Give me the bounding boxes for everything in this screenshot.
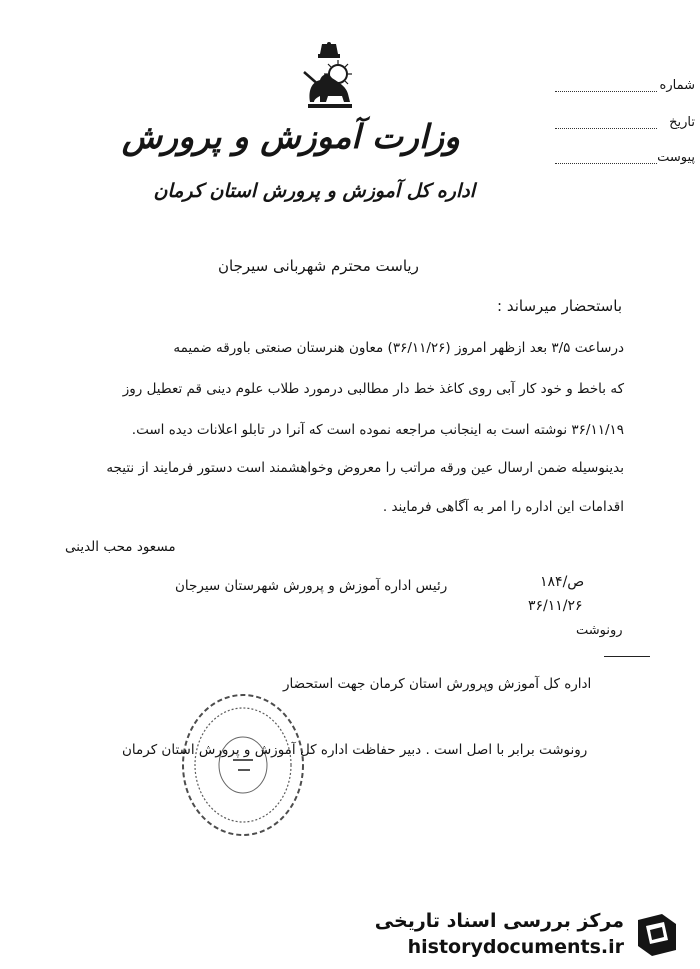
- reference-date: ۳۶/۱۱/۲۶: [528, 598, 583, 614]
- date-label: تاریخ: [669, 115, 695, 130]
- department-title: اداره کل آموزش و پرورش استان کرمان: [153, 180, 475, 202]
- number-label: شماره: [659, 78, 695, 93]
- watermark-title: مرکز بررسی اسناد تاریخی: [374, 910, 624, 932]
- body-line: که باخط و خود کار آبی روی کاغذ خط دار مطالبی درمورد طلاب علوم دینی قم تعطیل روز: [122, 381, 624, 397]
- date-field: [555, 115, 695, 137]
- attachment-field: [555, 150, 695, 172]
- number-dotted-line: [555, 91, 657, 92]
- ministry-title: وزارت آموزش و پرورش: [121, 117, 460, 156]
- salutation: باستحضار میرساند :: [497, 297, 622, 315]
- watermark-url: historydocuments.ir: [407, 936, 624, 958]
- number-field: [555, 78, 695, 100]
- body-line: درساعت ۳/۵ بعد ازظهر امروز (۳۶/۱۱/۲۶) معاون هنرستان صنعتی باورقه ضمیمه: [173, 340, 624, 356]
- copy-recipient: اداره کل آموزش وپرورش استان کرمان جهت استحضار: [283, 676, 592, 692]
- signatory-title: رئیس اداره آموزش و پرورش شهرستان سیرجان: [175, 578, 448, 594]
- date-dotted-line: [555, 128, 657, 129]
- attachment-label: پیوست: [657, 150, 695, 165]
- lion-and-sun-emblem-icon: [298, 42, 360, 114]
- body-line: اقدامات این اداره را امر به آگاهی فرمایند .: [382, 499, 624, 515]
- copy-label: رونوشت: [576, 623, 623, 638]
- body-line: بدینوسیله ضمن ارسال عین ورقه مراتب را معروض وخواهشمند است دستور فرمایند از نتیجه: [106, 460, 624, 476]
- divider-line: [604, 656, 650, 657]
- body-line: ۳۶/۱۱/۱۹ نوشته است به اینجانب مراجعه نموده است که آنرا در تابلو اعلانات دیده است.: [131, 422, 624, 438]
- recipient: ریاست محترم شهربانی سیرجان: [218, 257, 419, 275]
- signatory-name: مسعود محب الدینی: [65, 539, 176, 555]
- reference-number: ص/۱۸۴: [540, 574, 585, 590]
- attachment-dotted-line: [555, 163, 657, 164]
- certification-line: رونوشت برابر با اصل است . دبیر حفاظت اداره کل آموزش و پرورش استان کرمان: [122, 742, 588, 758]
- archive-logo-icon: [632, 910, 682, 960]
- official-stamp-icon: [178, 690, 308, 840]
